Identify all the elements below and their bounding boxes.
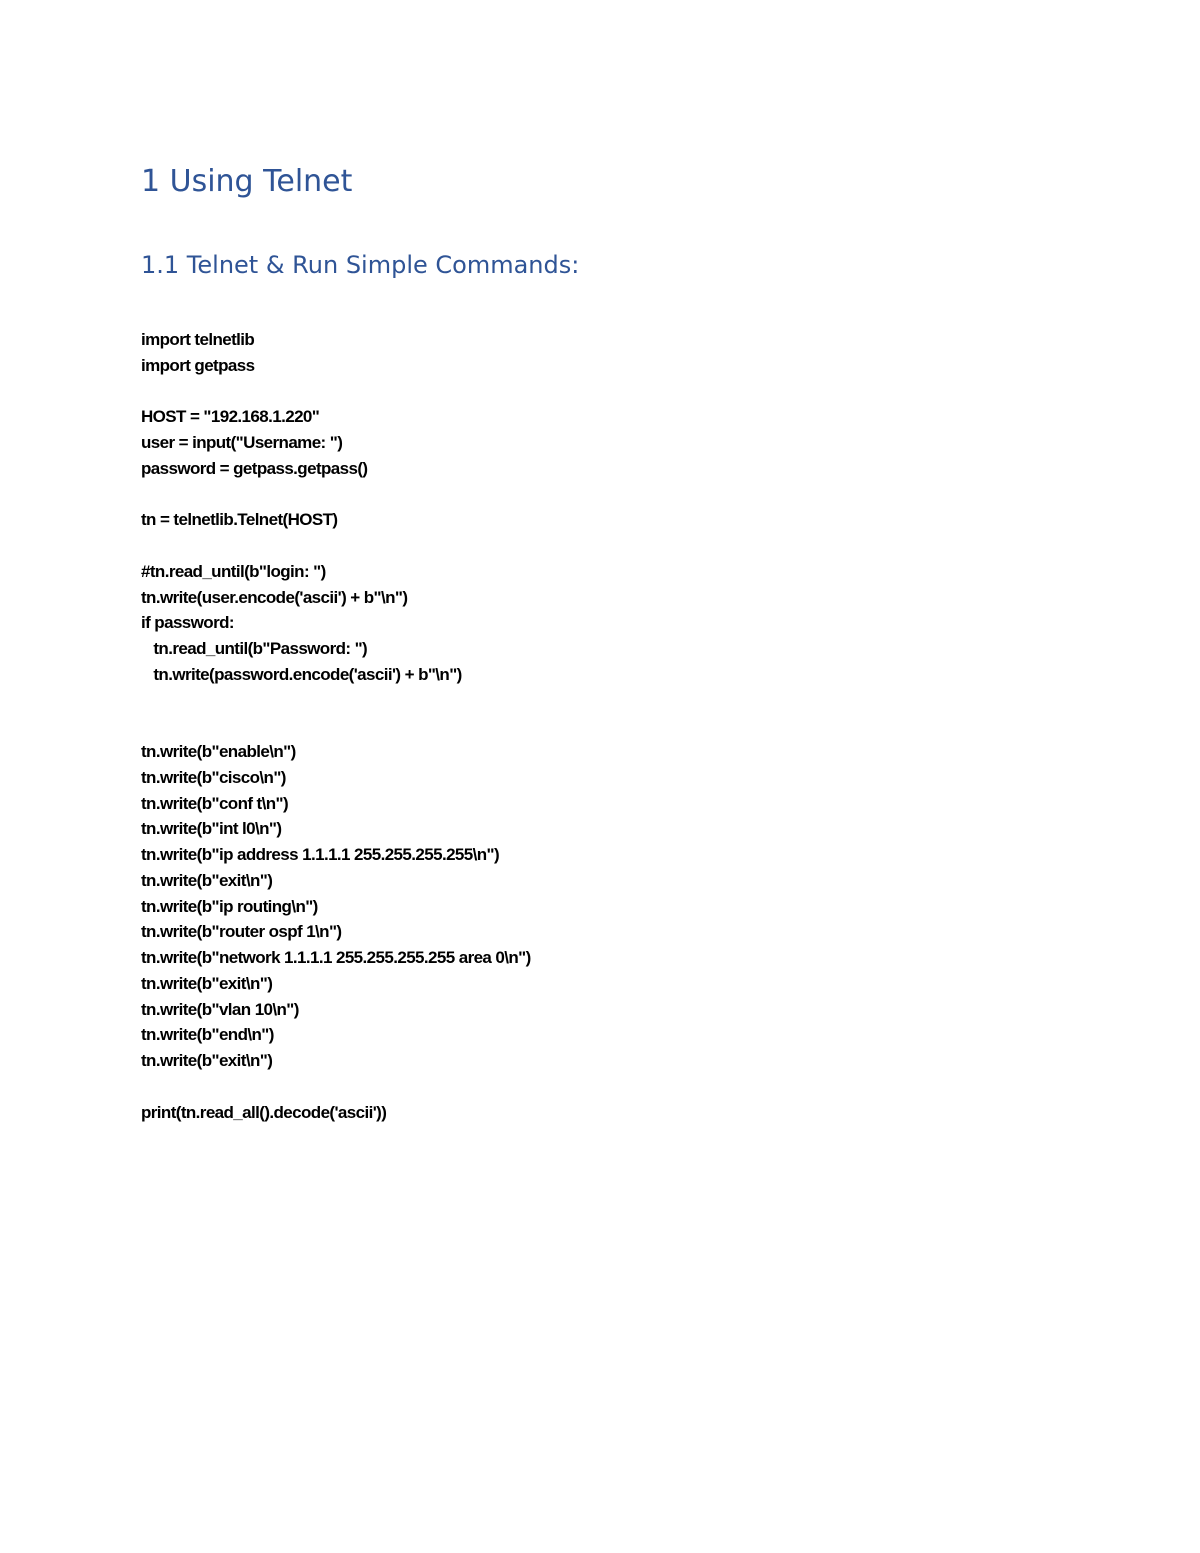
code-line: tn.write(b"cisco\n") [141, 767, 286, 787]
code-line: tn.write(b"network 1.1.1.1 255.255.255.255 area 0\n") [141, 948, 531, 967]
heading-telnet-run-simple-commands: 1.1 Telnet & Run Simple Commands: [141, 251, 580, 279]
code-line: tn.write(b"ip address 1.1.1.1 255.255.255.255\n") [141, 845, 500, 864]
code-line: user = input("Username: ") [141, 433, 343, 452]
code-line: if password: [141, 613, 234, 633]
code-line: import telnetlib [141, 330, 255, 349]
code-line: import getpass [141, 355, 255, 375]
code-line [141, 1074, 531, 1100]
code-line: tn.write(b"conf t\n") [141, 793, 289, 813]
code-block [141, 327, 531, 1125]
code-line: password = getpass.getpass() [141, 458, 368, 478]
heading-using-telnet: 1 Using Telnet [141, 164, 353, 199]
code-line: tn.read_until(b"Password: ") [141, 639, 368, 658]
code-line: tn.write(user.encode('ascii') + b"\n") [141, 587, 408, 607]
code-line: tn.write(password.encode('ascii') + b"\n") [141, 664, 462, 684]
code-line: tn.write(b"exit\n") [141, 870, 273, 890]
code-line: tn.write(b"vlan 10\n") [141, 999, 299, 1019]
code-line: tn.write(b"int l0\n") [141, 819, 282, 839]
code-line: tn.write(b"end\n") [141, 1025, 274, 1045]
code-line [141, 688, 531, 714]
code-line: #tn.read_until(b"login: ") [141, 561, 326, 581]
code-line: tn.write(b"enable\n") [141, 742, 296, 761]
code-line: print(tn.read_all().decode('ascii')) [141, 1102, 387, 1122]
code-line: tn = telnetlib.Telnet(HOST) [141, 510, 338, 530]
code-line: HOST = "192.168.1.220" [141, 407, 320, 427]
code-line: tn.write(b"exit\n") [141, 1051, 273, 1070]
code-line: tn.write(b"exit\n") [141, 973, 273, 993]
code-line: tn.write(b"ip routing\n") [141, 896, 318, 916]
code-line [141, 482, 531, 508]
code-line: tn.write(b"router ospf 1\n") [141, 922, 342, 942]
code-line [141, 533, 531, 559]
code-line [141, 713, 531, 739]
code-line [141, 379, 531, 405]
